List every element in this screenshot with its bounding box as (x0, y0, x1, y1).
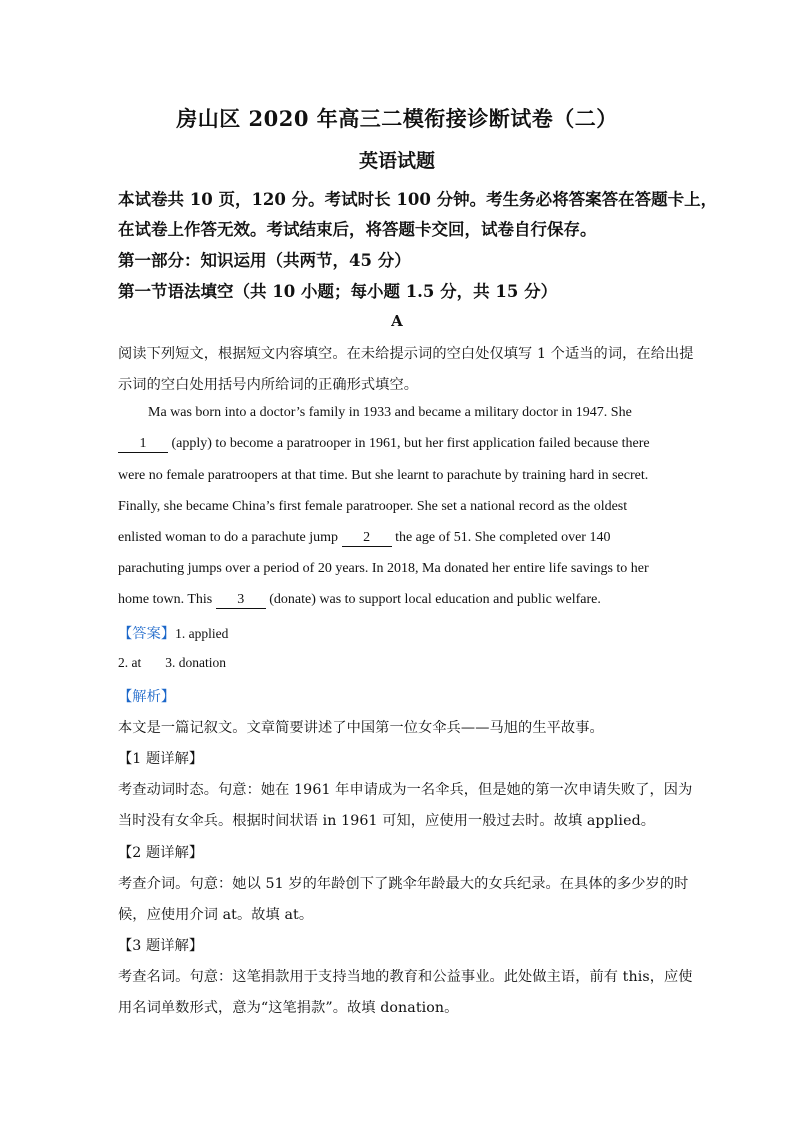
intro-line-2: 在试卷上作答无效。考试结束后，将答题卡交回，试卷自行保存。 (118, 220, 597, 239)
q3-detail-tag: 【3 题详解】 (118, 938, 204, 954)
section-one-heading: 第一节语法填空（共 10 小题；每小题 1.5 分，共 15 分） (118, 282, 558, 301)
blank-2: 2 (342, 530, 392, 547)
passage-line-4: Finally, she became China’s first female paratrooper. She set a national record as the oldest (118, 499, 628, 514)
blank-3: 3 (216, 592, 266, 609)
answer-1: 1. applied (175, 626, 229, 641)
passage-line-1: Ma was born into a doctor’s family in 1933 and became a military doctor in 1947. She (148, 405, 632, 420)
passage-line-5 (118, 530, 610, 547)
passage-line-7-end: (donate) was to support local education and public welfare. (265, 592, 601, 607)
answer-3: 3. donation (165, 655, 226, 670)
passage-label: A (391, 312, 403, 330)
q1-detail-line-2: 当时没有女伞兵。根据时间状语 in 1961 可知，应使用一般过去时。故填 applied。 (118, 813, 656, 829)
passage-line-5-start: enlisted woman to do a parachute jump (118, 530, 342, 545)
analysis-tag: 【解析】 (118, 689, 176, 705)
q2-detail-tag: 【2 题详解】 (118, 845, 204, 861)
q3-detail-line-2: 用名词单数形式，意为“这笔捐款”。故填 donation。 (118, 1000, 459, 1016)
q1-detail-line-1: 考查动词时态。句意：她在 1961 年申请成为一名伞兵，但是她的第一次申请失败了，因为 (118, 782, 693, 798)
answer-row-2 (118, 655, 226, 671)
page-title: 房山区 2020 年高三二模衔接诊断试卷（二） (176, 106, 618, 131)
page-subtitle: 英语试题 (358, 150, 435, 172)
blank-1: 1 (118, 436, 168, 453)
intro-line-1: 本试卷共 10 页，120 分。考试时长 100 分钟。考生务必将答案答在答题卡上， (118, 190, 718, 209)
passage-line-2 (118, 436, 650, 453)
q2-detail-line-1: 考查介词。句意：她以 51 岁的年龄创下了跳伞年龄最大的女兵纪录。在具体的多少岁的时 (118, 876, 689, 892)
passage-line-2-text: (apply) to become a paratrooper in 1961, but her first application failed because there (168, 436, 650, 451)
passage-line-7-start: home town. This (118, 592, 216, 607)
q1-detail-tag: 【1 题详解】 (118, 751, 204, 767)
answer-2: 2. at (118, 655, 142, 670)
answer-tag: 【答案】 (118, 626, 176, 642)
instruction-line-2: 示词的空白处用括号内所给词的正确形式填空。 (118, 377, 419, 393)
passage-line-3: were no female paratroopers at that time. But she learnt to parachute by training hard in secret. (118, 468, 649, 483)
passage-line-7 (118, 592, 601, 609)
passage-line-6: parachuting jumps over a period of 20 years. In 2018, Ma donated her entire life savings to her (118, 561, 649, 576)
passage-line-5-end: the age of 51. She completed over 140 (391, 530, 611, 545)
q3-detail-line-1: 考查名词。句意：这笔捐款用于支持当地的教育和公益事业。此处做主语，前有 this，应使 (118, 969, 693, 985)
q2-detail-line-2: 候，应使用介词 at。故填 at。 (118, 907, 314, 923)
instruction-line-1: 阅读下列短文，根据短文内容填空。在未给提示词的空白处仅填写 1 个适当的词，在给出提 (118, 346, 694, 362)
answer-row (118, 623, 228, 643)
part-one-heading: 第一部分：知识运用（共两节，45 分） (118, 251, 411, 270)
analysis-summary: 本文是一篇记叙文。文章简要讲述了中国第一位女伞兵——马旭的生平故事。 (118, 720, 604, 736)
